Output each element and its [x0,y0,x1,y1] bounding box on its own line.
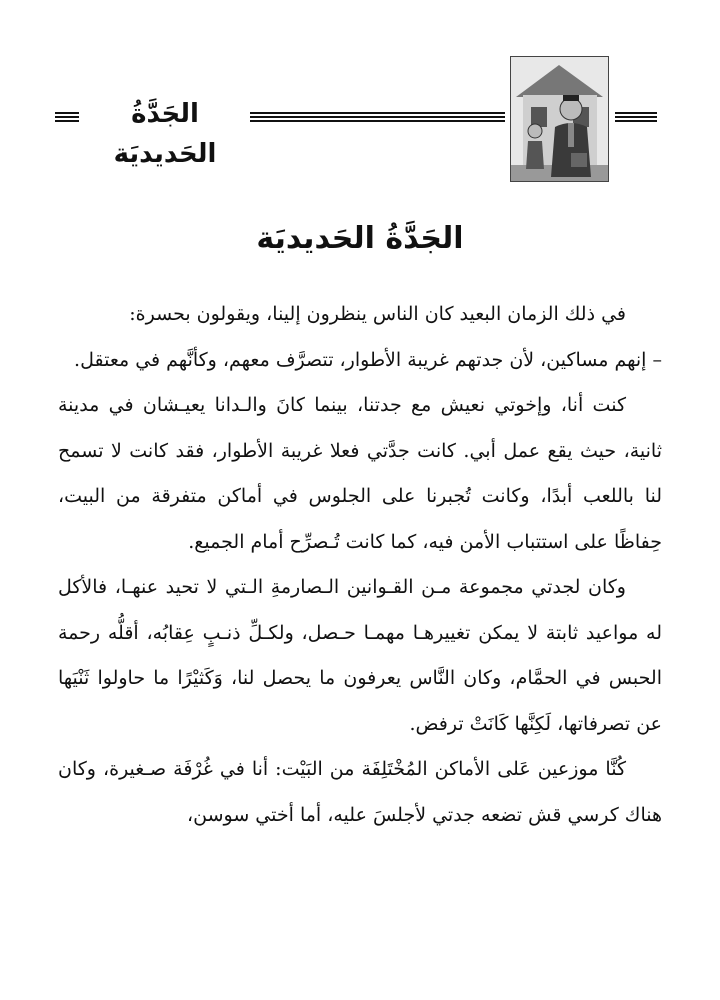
paragraph: في ذلك الزمان البعيد كان الناس ينظرون إلينا، ويقولون بحسرة: [129,303,626,325]
running-title: الجَدَّةُ الحَديديَة [113,99,217,169]
page-header [55,56,667,182]
man-and-boy-before-house-illustration [510,56,609,182]
paragraph: وكان لجدتي مجموعة مـن القـوانين الـصارمةِ الـتي لا تحيد عنهـا، فالأكل له مواعيد ثابتة لا يمكن تغييرهـا مهمـا حـصل، ولكـلِّ ذنـبٍ عِقابُه، أقلُّه رحمة الحبس في الحمَّام، وكان النَّاس يعرفون ما يحصل لنا، وَكَثيْرًا ما حاولوا ثَنْيَها عن تصرفاتها، لَكِنَّها كَانَتْ ترفض. [58,576,662,735]
paragraph: – إنهم مساكين، لأن جدتهم غريبة الأطوار، تتصرَّف معهم، وكأنَّهم في معتقل. [74,348,662,371]
decorative-rule-left [55,112,79,124]
chapter-title: الجَدَّةُ الحَديديَة [256,221,464,256]
paragraph: كنت أنا، وإخوتي نعيش مع جدتنا، بينما كانَ والـدانا يعيـشان في مدينة ثانية، حيث يقع عمل أبي. كانت جدَّتي فعلا غريبة الأطوار، فقد كانت لا تسمح لنا باللعب أبدًا، وكانت تُجبرنا على الجلوس في أماكن متفرقة من البيت، حِفاظًا على استتباب الأمن فيه، كما كانت تُـصرِّح أمام الجميع. [58,394,662,553]
story-body [58,292,662,838]
decorative-rule-right [615,112,657,124]
decorative-rule-middle [250,112,505,124]
paragraph: كُنَّا موزعين عَلى الأماكن المُخْتَلِفَة من البَيْت: أنا في غُرْفَة صـغيرة، وكان هناك كرسي قش تضعه جدتي لأجلسَ عليه، أما أختي سوسن، [58,758,662,826]
